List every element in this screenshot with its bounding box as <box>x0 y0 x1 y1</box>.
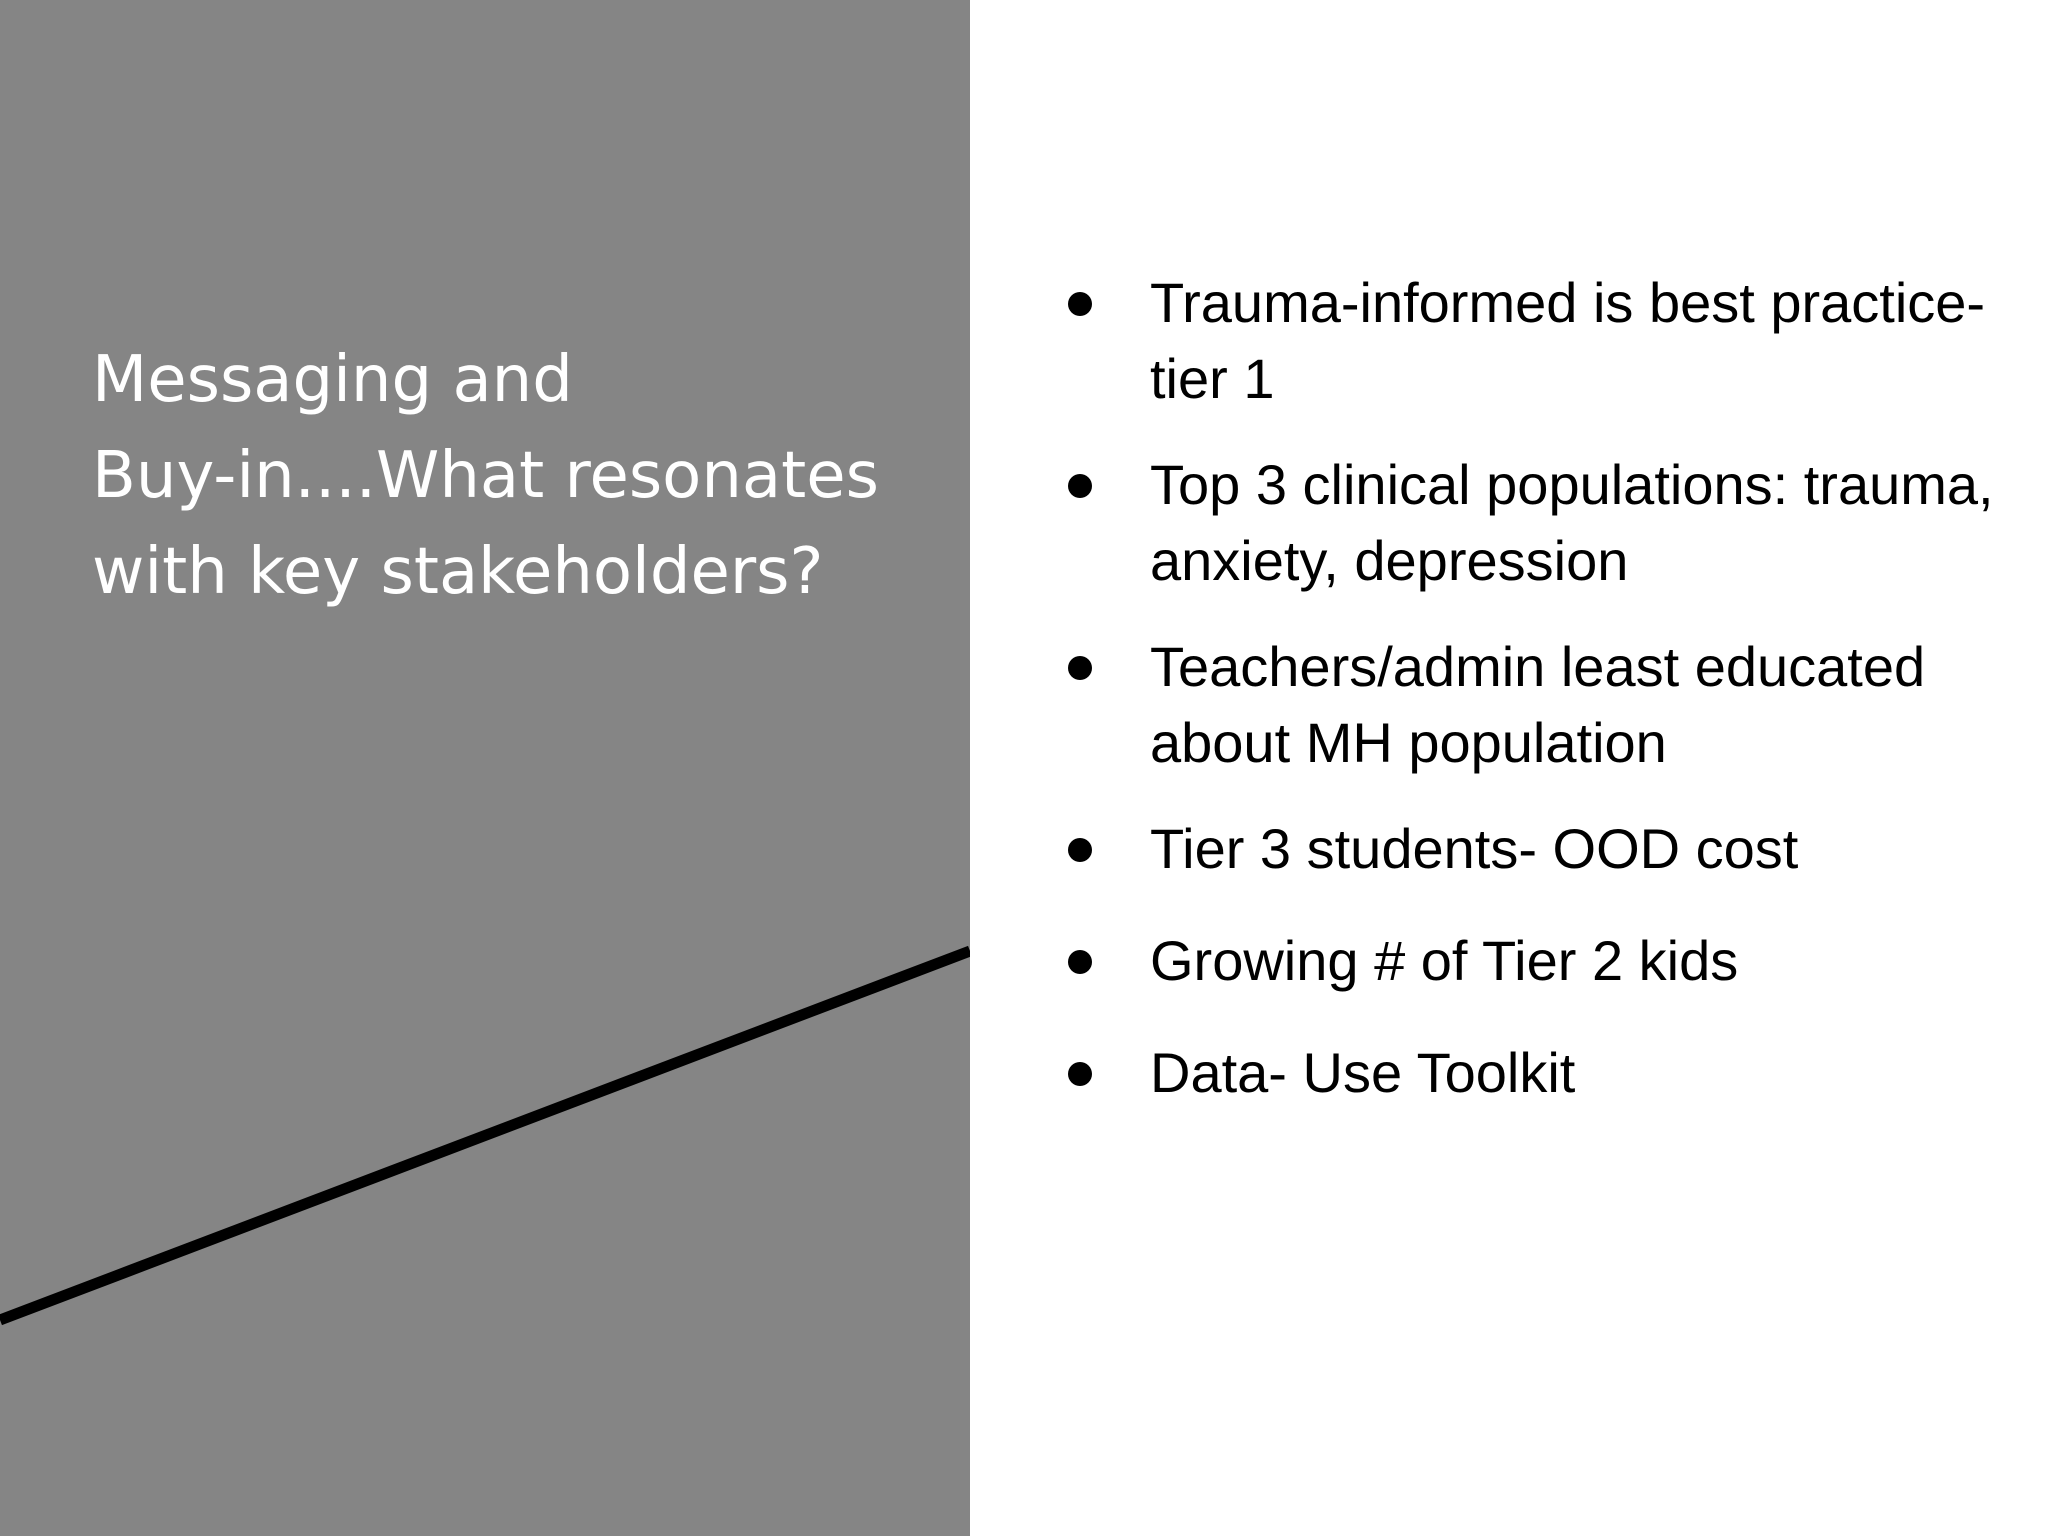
title-line-3: with key stakeholders? <box>92 535 824 609</box>
bullet-text: Teachers/admin least educated about MH population <box>1150 635 1926 774</box>
diagonal-line <box>0 951 970 1320</box>
title-line-2: Buy-in....What resonates <box>92 439 879 513</box>
bullet-item-data-toolkit <box>1060 1035 2020 1111</box>
bullet-panel <box>1060 265 2020 1141</box>
bullet-icon <box>1068 474 1092 498</box>
left-panel <box>0 0 970 1536</box>
bullet-text: Tier 3 students- OOD cost <box>1150 817 1799 880</box>
bullet-item-trauma-informed <box>1060 265 2020 417</box>
bullet-icon <box>1068 950 1092 974</box>
bullet-icon <box>1068 656 1092 680</box>
bullet-text: Top 3 clinical populations: trauma, anxiety, depression <box>1150 453 1994 592</box>
bullet-item-teachers-admin <box>1060 629 2020 781</box>
bullet-item-tier-2-kids <box>1060 923 2020 999</box>
bullet-icon <box>1068 838 1092 862</box>
bullet-item-tier-3-students <box>1060 811 2020 887</box>
title-line-1: Messaging and <box>92 343 573 417</box>
bullet-text: Growing # of Tier 2 kids <box>1150 929 1739 992</box>
bullet-item-clinical-populations <box>1060 447 2020 599</box>
bullet-text: Data- Use Toolkit <box>1150 1041 1576 1104</box>
diagonal-accent-line <box>0 0 970 1536</box>
bullet-text: Trauma-informed is best practice- tier 1 <box>1150 271 1986 410</box>
bullet-icon <box>1068 1062 1092 1086</box>
bullet-list <box>1060 265 2020 1111</box>
bullet-icon <box>1068 292 1092 316</box>
